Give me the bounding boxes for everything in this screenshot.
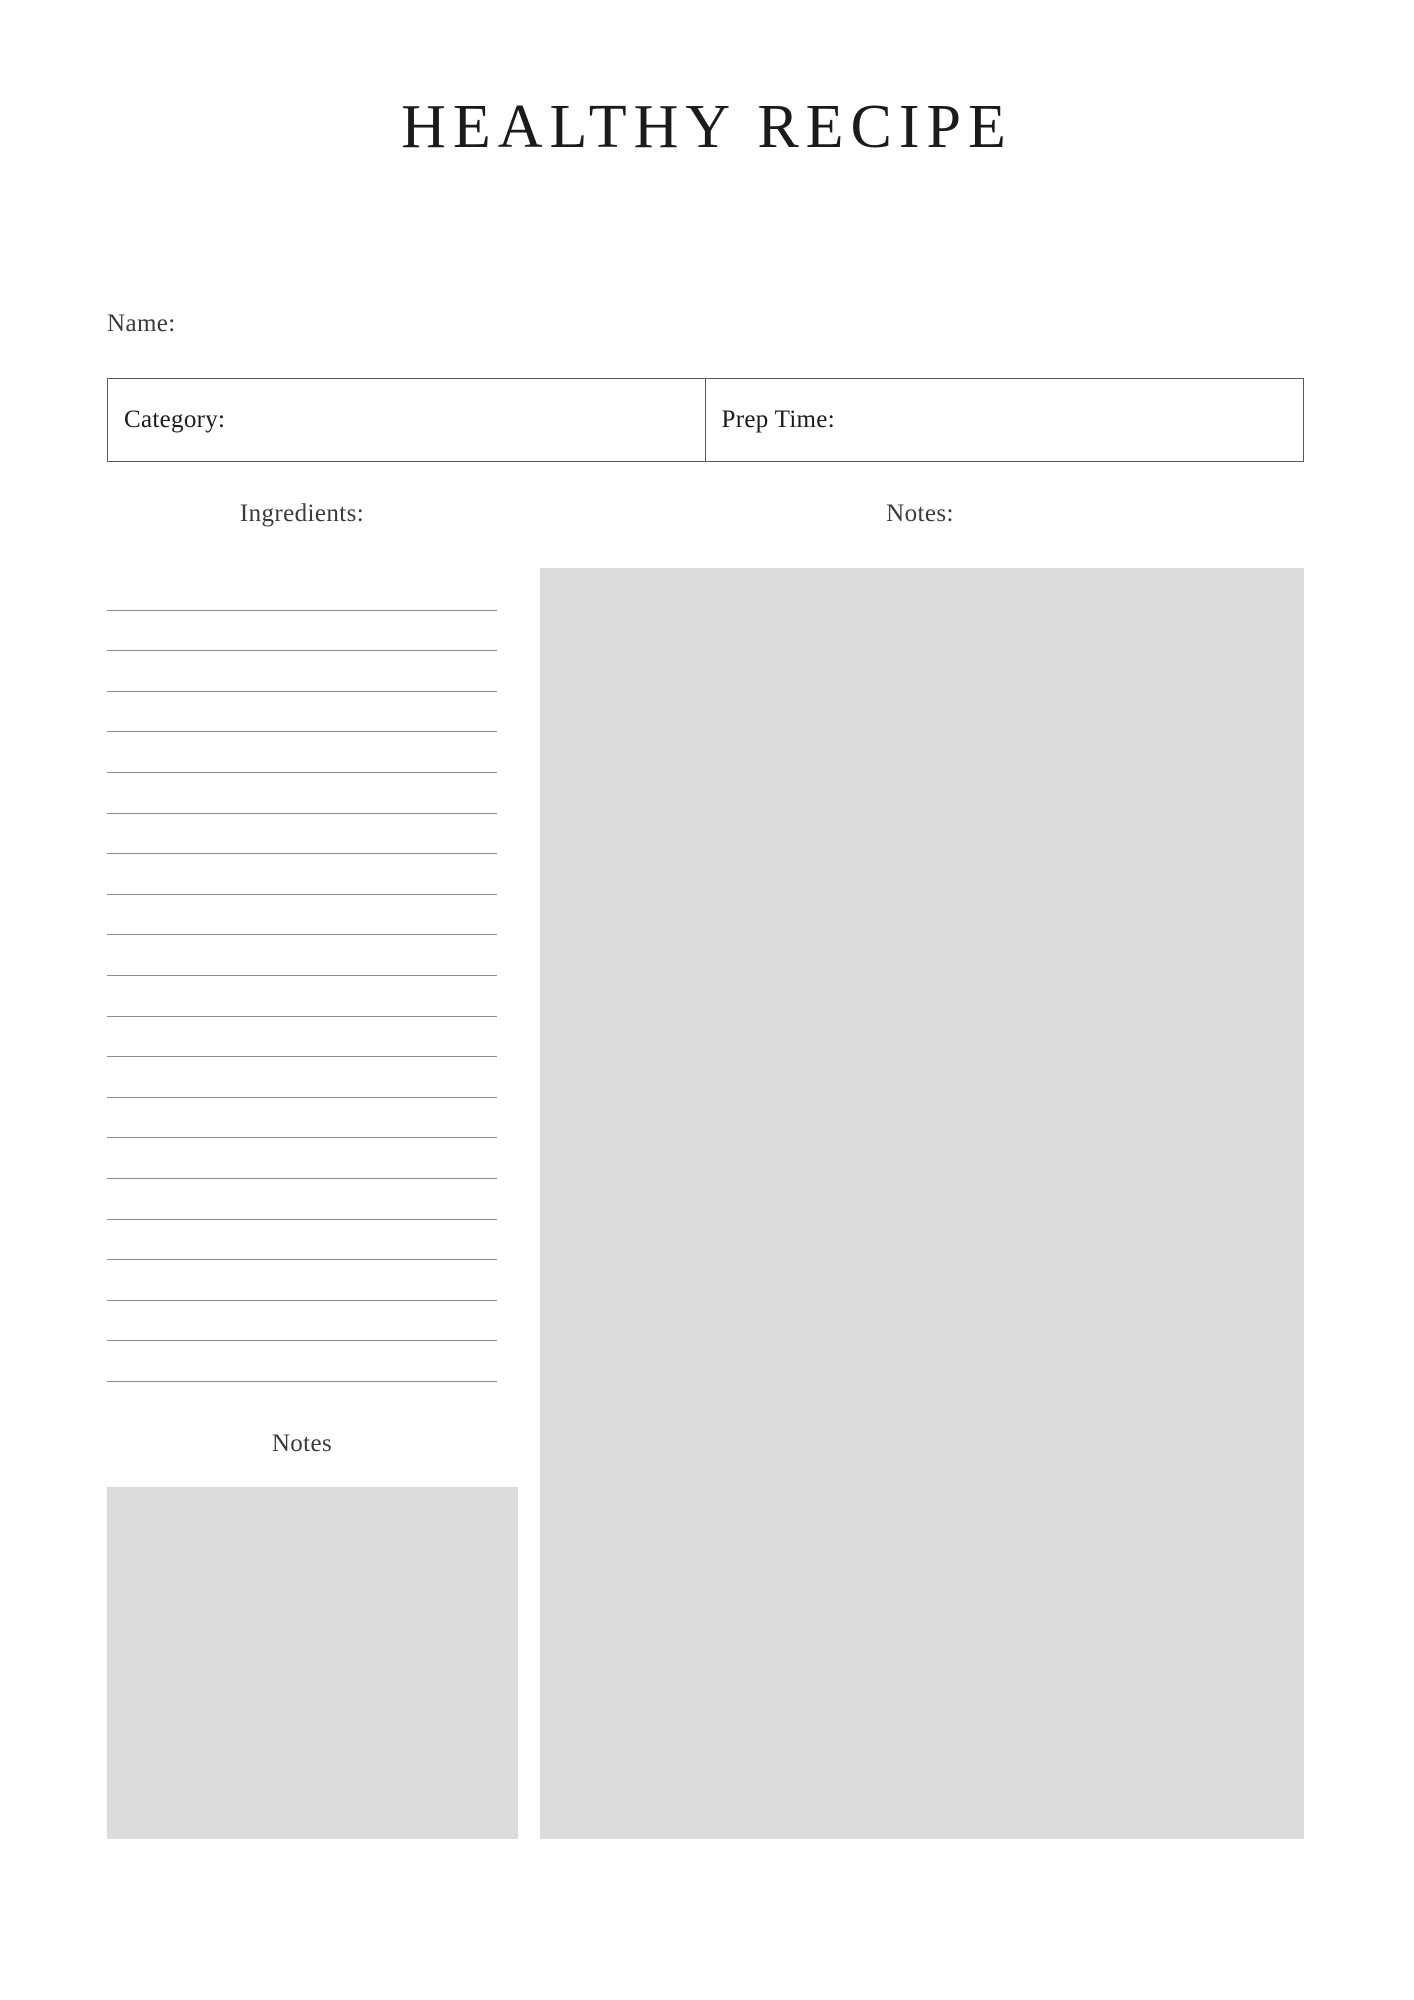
ingredient-line[interactable] bbox=[107, 1220, 497, 1261]
ingredient-line[interactable] bbox=[107, 976, 497, 1017]
ingredient-line[interactable] bbox=[107, 935, 497, 976]
ingredient-line[interactable] bbox=[107, 1017, 497, 1058]
ingredient-line[interactable] bbox=[107, 692, 497, 733]
ingredient-line[interactable] bbox=[107, 611, 497, 652]
category-label: Category: bbox=[124, 406, 226, 433]
notes-heading-left: Notes bbox=[271, 1430, 333, 1457]
ingredient-line[interactable] bbox=[107, 732, 497, 773]
ingredient-line[interactable] bbox=[107, 814, 497, 855]
ingredient-line[interactable] bbox=[107, 895, 497, 936]
notes-box-right[interactable] bbox=[540, 568, 1304, 1839]
ingredient-line[interactable] bbox=[107, 1057, 497, 1098]
prep-time-cell[interactable] bbox=[706, 379, 1304, 461]
prep-time-label: Prep Time: bbox=[721, 406, 835, 433]
page-title: HEALTHY RECIPE bbox=[401, 93, 1013, 161]
ingredient-line[interactable] bbox=[107, 1341, 497, 1382]
ingredient-line[interactable] bbox=[107, 1301, 497, 1342]
ingredient-line[interactable] bbox=[107, 854, 497, 895]
ingredient-line[interactable] bbox=[107, 1138, 497, 1179]
ingredient-line[interactable] bbox=[107, 1260, 497, 1301]
ingredients-heading: Ingredients: bbox=[239, 500, 365, 527]
notes-heading-right: Notes: bbox=[886, 500, 954, 527]
ingredient-line[interactable] bbox=[107, 773, 497, 814]
notes-box-left[interactable] bbox=[107, 1487, 518, 1839]
name-field-label: Name: bbox=[107, 310, 176, 337]
category-cell[interactable] bbox=[108, 379, 706, 461]
ingredient-line[interactable] bbox=[107, 1098, 497, 1139]
ingredient-line[interactable] bbox=[107, 570, 497, 611]
info-table bbox=[107, 378, 1304, 462]
ingredient-line[interactable] bbox=[107, 651, 497, 692]
ingredient-line[interactable] bbox=[107, 1179, 497, 1220]
ingredients-lines[interactable] bbox=[107, 570, 497, 1382]
